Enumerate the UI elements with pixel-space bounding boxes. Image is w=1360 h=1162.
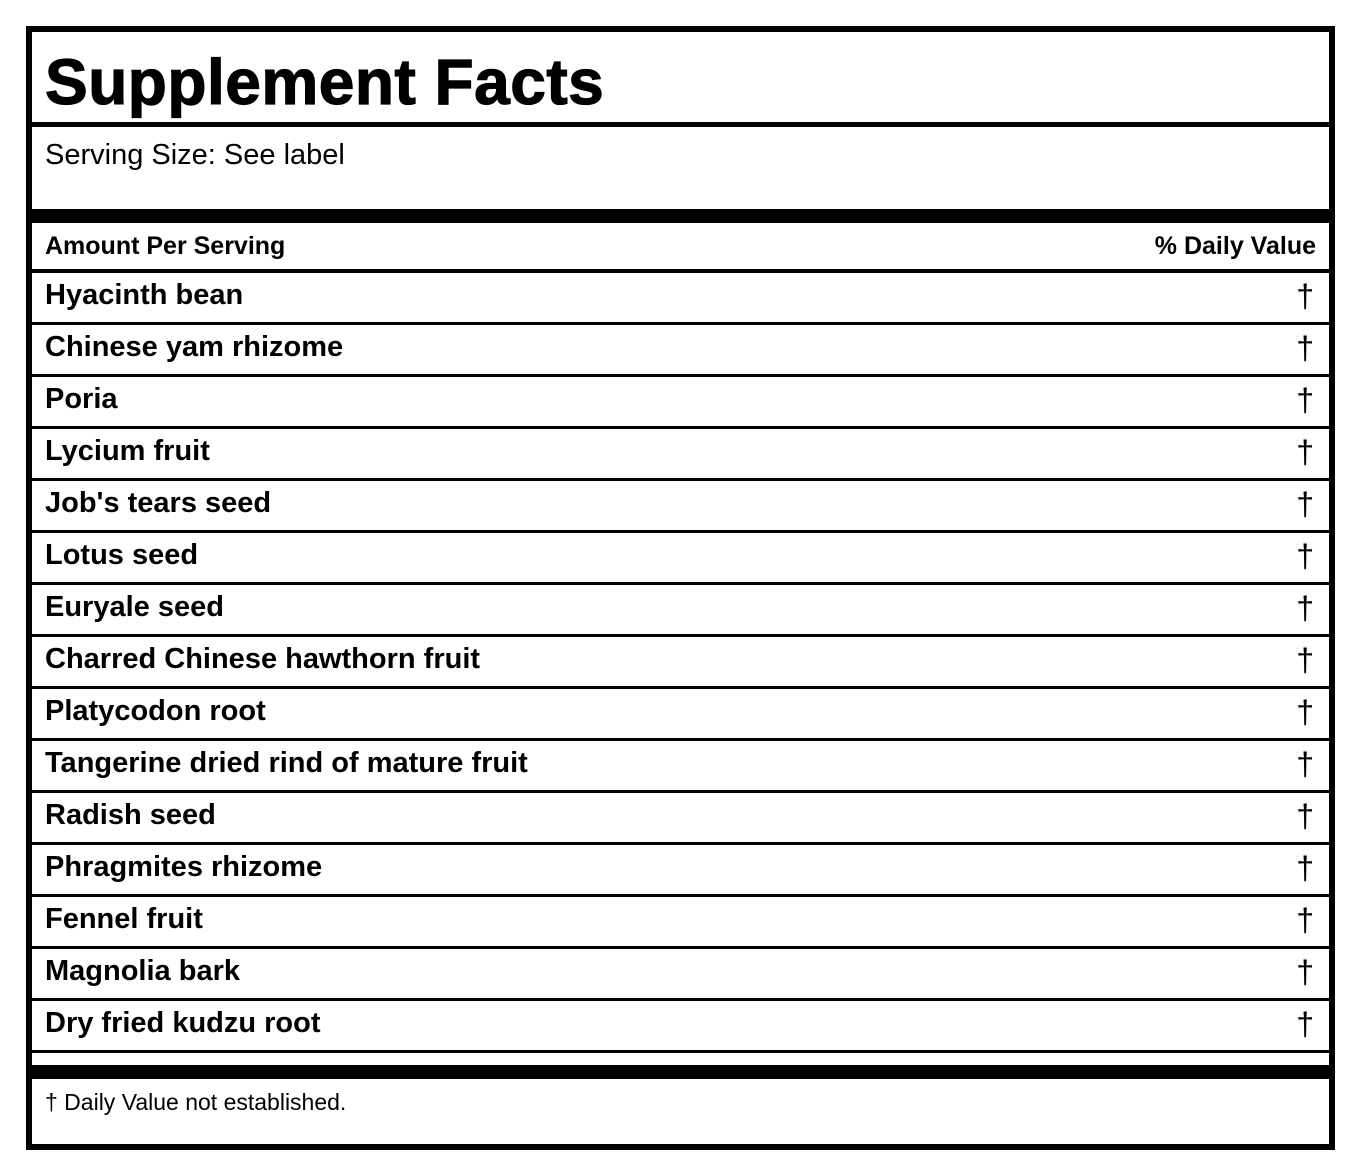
- ingredient-name: Platycodon root: [45, 695, 266, 727]
- ingredient-row: [32, 325, 1329, 377]
- ingredient-name: Lycium fruit: [45, 435, 210, 467]
- ingredient-row: [32, 637, 1329, 689]
- page-title: Supplement Facts: [45, 46, 605, 118]
- ingredient-name: Fennel fruit: [45, 903, 203, 935]
- footnote-section: [32, 1079, 1329, 1125]
- ingredient-name: Poria: [45, 383, 118, 415]
- ingredient-daily-value: †: [1296, 278, 1314, 314]
- ingredient-row: [32, 689, 1329, 741]
- ingredient-row: [32, 481, 1329, 533]
- ingredient-row: [32, 377, 1329, 429]
- ingredient-daily-value: †: [1296, 486, 1314, 522]
- ingredient-row: [32, 949, 1329, 1001]
- ingredient-row: [32, 1001, 1329, 1053]
- thick-divider: [32, 1053, 1329, 1079]
- ingredient-daily-value: †: [1296, 642, 1314, 678]
- ingredient-name: Dry fried kudzu root: [45, 1007, 321, 1039]
- ingredient-row: [32, 793, 1329, 845]
- ingredient-daily-value: †: [1296, 798, 1314, 834]
- ingredient-daily-value: †: [1296, 850, 1314, 886]
- ingredient-row: [32, 429, 1329, 481]
- supplement-facts-panel: [26, 26, 1335, 1150]
- ingredient-row: [32, 845, 1329, 897]
- ingredient-daily-value: †: [1296, 382, 1314, 418]
- column-header-row: [32, 223, 1329, 273]
- serving-size-text: Serving Size: See label: [45, 139, 345, 171]
- footnote-text: † Daily Value not established.: [45, 1089, 347, 1115]
- ingredient-name: Radish seed: [45, 799, 216, 831]
- amount-per-serving-header: Amount Per Serving: [45, 231, 286, 260]
- daily-value-header: % Daily Value: [1154, 231, 1316, 260]
- ingredient-row: [32, 585, 1329, 637]
- ingredient-row: [32, 273, 1329, 325]
- ingredient-daily-value: †: [1296, 902, 1314, 938]
- ingredient-name: Lotus seed: [45, 539, 199, 571]
- ingredient-daily-value: †: [1296, 1006, 1314, 1042]
- ingredient-name: Euryale seed: [45, 591, 224, 623]
- ingredient-daily-value: †: [1296, 590, 1314, 626]
- ingredient-name: Chinese yam rhizome: [45, 331, 344, 363]
- ingredient-daily-value: †: [1296, 330, 1314, 366]
- ingredient-row: [32, 533, 1329, 585]
- ingredient-name: Phragmites rhizome: [45, 851, 323, 883]
- ingredient-row: [32, 741, 1329, 793]
- ingredient-name: Hyacinth bean: [45, 279, 244, 311]
- ingredient-daily-value: †: [1296, 694, 1314, 730]
- ingredient-daily-value: †: [1296, 954, 1314, 990]
- ingredient-name: Charred Chinese hawthorn fruit: [45, 643, 481, 675]
- ingredient-name: Tangerine dried rind of mature fruit: [45, 747, 528, 779]
- ingredient-name: Job's tears seed: [45, 487, 272, 519]
- serving-section: [32, 127, 1329, 223]
- ingredient-row: [32, 897, 1329, 949]
- title-section: [32, 32, 1329, 127]
- ingredient-daily-value: †: [1296, 434, 1314, 470]
- ingredient-daily-value: †: [1296, 746, 1314, 782]
- ingredient-daily-value: †: [1296, 538, 1314, 574]
- ingredient-name: Magnolia bark: [45, 955, 240, 987]
- ingredient-list: [32, 273, 1329, 1053]
